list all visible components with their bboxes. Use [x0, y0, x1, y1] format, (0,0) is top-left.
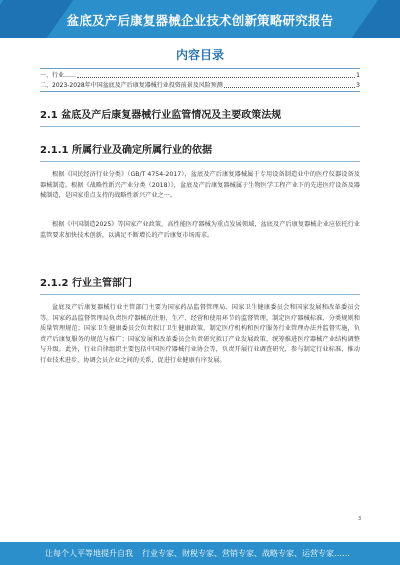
body-paragraph: 盆底及产后康复器械行业主管部门主要为国家药品监督管理局、国家卫生健康委员会和国家发展和改革委员会等。国家药品监督管理局负责医疗器械的注册、生产、经营和使用环节的监督管理，制定医疗器械标准、分类规则和质量管理规范；国家卫生健康委员会负责拟订卫生健康政策，制定医疗机构和医疗服务行业管理办法并监督实施，负责产后康复服务的规范与推广；国家发展和改革委员会负责研究拟订产业发展政策，统筹推进医疗器械产业结构调整与升级。此外，行业自律组织主要包括中国医疗器械行业协会等，负责开展行业调查研究，参与制定行业标准，推动行业技术进步，协调会员企业之间的关系，促进行业健康有序发展。 [40, 304, 360, 364]
page-number: 3 [358, 516, 362, 522]
toc-entry-page: 3 [356, 82, 360, 89]
body-paragraph: 根据《中国制造2025》等国家产业政策，高性能医疗器械为重点发展领域，盆底及产后康复器械企业应依托行业监管要求加快技术创新，以满足不断增长的产后康复市场需求。 [40, 221, 360, 239]
section-divider [40, 126, 360, 127]
report-header-banner [0, 0, 400, 38]
section-heading-2-1: 2.1 盆底及产后康复器械行业监管情况及主要政策法规 [40, 110, 282, 121]
report-title: 盆底及产后康复器械企业技术创新策略研究报告 [66, 13, 334, 28]
toc-title: 内容目录 [175, 48, 224, 62]
footer-slogan: 让每个人平等地提升自我 [45, 549, 133, 558]
section-divider [40, 294, 360, 295]
toc-leader-dots [77, 77, 355, 78]
toc-entry-label: 一、行业…… [40, 72, 77, 79]
toc-entry-label: 二、2023-2028年中国盆底及产后康复器械行业投资前景及风险预测 [40, 82, 223, 89]
section-divider [40, 161, 360, 162]
toc-bottom-rule [40, 91, 360, 92]
section-heading-2-1-1: 2.1.1 所属行业及确定所属行业的依据 [40, 145, 212, 156]
page-content [40, 38, 360, 481]
toc-leader-dots [224, 87, 355, 88]
body-paragraph: 根据《国民经济行业分类》（GB/T 4754-2017），盆底及产后康复器械属于专用设备制造业中的医疗仪器设备及器械制造。根据《战略性新兴产业分类（2018）》，盆底及产后康复器械属于生物医学工程产业下的先进医疗设备及器械制造，是国家重点支持的战略性新兴产业之一。 [40, 171, 360, 199]
footer-experts: 行业专家、财税专家、营销专家、战略专家、运营专家…… [142, 549, 350, 558]
toc-entry[interactable] [40, 71, 360, 79]
toc-top-rule [40, 68, 360, 69]
toc-entry[interactable] [40, 81, 360, 89]
toc-entry-page: 1 [356, 72, 360, 79]
report-footer-banner [0, 542, 400, 565]
section-heading-2-1-2: 2.1.2 行业主管部门 [40, 278, 132, 289]
